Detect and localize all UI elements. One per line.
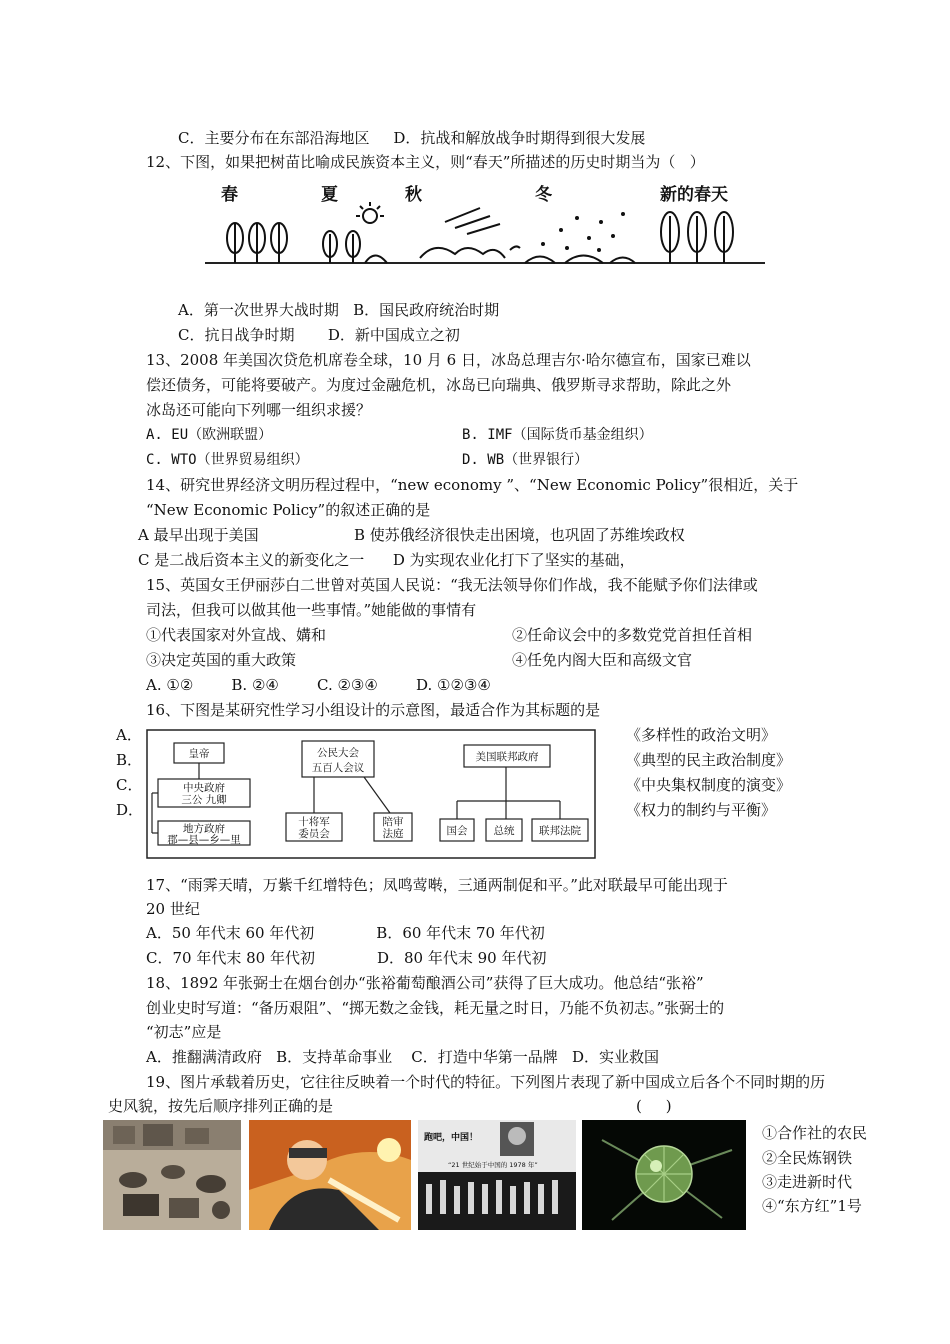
q17-stem-1: 17、“雨霁天晴，万紫千红增特色；凤鸣莺啭，三通两制促和平。”此对联最早可能出现于	[146, 876, 728, 894]
node-local-gov: 地方政府	[183, 823, 225, 835]
q13-option-d: D. WB（世界银行）	[462, 452, 589, 468]
node-congress: 国会	[446, 825, 468, 837]
q19-stem-2: 史风貌，按先后顺序排列正确的是	[108, 1097, 334, 1115]
fig-label-new-spring: 新的春天	[660, 185, 728, 205]
q15-item-2: ②任命议会中的多数党党首担任首相	[512, 626, 753, 644]
node-emperor: 皇帝	[188, 748, 210, 760]
q16-option-b: 《典型的民主政治制度》	[626, 751, 792, 769]
q19-caption-2: ②全民炼钢铁	[762, 1149, 853, 1167]
q17-options-ab: A．50 年代末 60 年代初 B．60 年代末 70 年代初	[146, 924, 545, 942]
q13-option-b: B. IMF（国际货币基金组织）	[462, 427, 653, 443]
q19-photo-steel	[249, 1120, 411, 1230]
q13-stem-3: 冰岛还可能向下列哪一组织求援？	[146, 401, 372, 419]
q16-letter-a: A．	[116, 726, 142, 744]
q12-seasons-figure	[205, 178, 765, 278]
q16-option-a: 《多样性的政治文明》	[626, 726, 777, 744]
node-jury-1: 陪审	[382, 816, 404, 828]
q19-caption-1: ①合作社的农民	[762, 1124, 868, 1142]
node-central-gov: 中央政府	[183, 782, 225, 794]
fig-label-spring: 春	[221, 185, 238, 205]
q19-stem-1: 19、图片承载着历史，它往往反映着一个时代的特征。下列图片表现了新中国成立后各个不同时期的历	[146, 1073, 826, 1091]
q16-letter-c: C．	[116, 776, 143, 794]
q15-options: A. ①② B. ②④ C. ②③④ D. ①②③④	[146, 676, 491, 694]
q12-options-cd: C．抗日战争时期 D．新中国成立之初	[178, 326, 460, 344]
q19-caption-3: ③走进新时代	[762, 1173, 853, 1191]
q15-item-4: ④任免内阁大臣和高级文官	[512, 651, 693, 669]
q19-caption-4: ④“东方红”1号	[762, 1197, 862, 1215]
photo3-caption-1: 跑吧，中国！	[424, 1133, 479, 1143]
node-jun-xian: 郡—县—乡—里	[167, 834, 241, 846]
q16-option-d: 《权力的制约与平衡》	[626, 801, 777, 819]
q13-stem-1: 13、2008 年美国次贷危机席卷全球，10 月 6 日，冰岛总理吉尔·哈尔德宣布，国家已难以	[146, 351, 751, 369]
q16-option-c: 《中央集权制度的演变》	[626, 776, 792, 794]
node-citizens-assembly: 公民大会	[317, 747, 359, 759]
q17-stem-2: 20 世纪	[146, 900, 200, 918]
q19-photo-farmers	[103, 1120, 241, 1230]
q15-stem-2: 司法，但我可以做其他一些事情。”她能做的事情有	[146, 601, 477, 619]
photo3-caption-2: “21 世纪始于中国的 1978 年”	[448, 1161, 538, 1169]
q14-stem-2: “New Economic Policy”的叙述正确的是	[146, 501, 431, 519]
q16-political-systems-diagram	[146, 729, 596, 859]
node-president: 总统	[493, 825, 515, 837]
node-sangong-jiuqing: 三公 九卿	[181, 794, 227, 806]
q11-options-cd: C．主要分布在东部沿海地区 D．抗战和解放战争时期得到很大发展	[178, 129, 646, 147]
q18-options: A．推翻满清政府 B．支持革命事业 C．打造中华第一品牌 D．实业救国	[146, 1048, 660, 1066]
q14-options-cd: C 是二战后资本主义的新变化之一 D 为实现农业化打下了坚实的基础，	[138, 551, 635, 569]
q13-stem-2: 偿还债务，可能将要破产。为度过金融危机，冰岛已向瑞典、俄罗斯寻求帮助，除此之外	[146, 376, 732, 394]
node-ten-generals-1: 十将军	[298, 816, 330, 828]
q19-photo-satellite	[582, 1120, 746, 1230]
q19-answer-blank: ( )	[636, 1097, 672, 1115]
q17-options-cd: C．70 年代末 80 年代初 D．80 年代末 90 年代初	[146, 949, 547, 967]
node-us-federal-gov: 美国联邦政府	[475, 751, 539, 763]
q16-stem: 16、下图是某研究性学习小组设计的示意图，最适合作为其标题的是	[146, 701, 601, 719]
q13-option-a: A. EU（欧洲联盟）	[146, 427, 273, 443]
q16-letter-b: B．	[116, 751, 143, 769]
fig-label-summer: 夏	[321, 185, 338, 205]
fig-label-winter: 冬	[535, 185, 552, 205]
node-council-500: 五百人会议	[311, 762, 365, 774]
fig-label-autumn: 秋	[405, 185, 422, 205]
q15-stem-1: 15、英国女王伊丽莎白二世曾对英国人民说：“我无法领导你们作战，我不能赋予你们法律或	[146, 576, 758, 594]
q19-photo-1978	[418, 1120, 576, 1230]
q18-stem-2: 创业史时写道：“备历艰阻”、“掷无数之金钱，耗无量之时日，乃能不负初志。”张弼士的	[146, 999, 725, 1017]
q14-stem-1: 14、研究世界经济文明历程过程中，“new economy ”、“New Economic Policy”很相近，关于	[146, 476, 799, 494]
q13-option-c: C. WTO（世界贸易组织）	[146, 452, 309, 468]
node-federal-court: 联邦法院	[539, 825, 581, 837]
q14-options-ab: A 最早出现于美国 B 使苏俄经济很快走出困境，也巩固了苏维埃政权	[138, 526, 685, 544]
node-ten-generals-2: 委员会	[298, 828, 330, 840]
q18-stem-3: “初志”应是	[146, 1023, 222, 1041]
q16-letter-d: D．	[116, 801, 144, 819]
q15-item-1: ①代表国家对外宣战、媾和	[146, 626, 327, 644]
q18-stem-1: 18、1892 年张弼士在烟台创办“张裕葡萄酿酒公司”获得了巨大成功。他总结“张裕”	[146, 974, 704, 992]
q12-stem: 12、下图，如果把树苗比喻成民族资本主义，则“春天”所描述的历史时期当为（ ）	[146, 153, 705, 171]
q12-options-ab: A．第一次世界大战时期 B．国民政府统治时期	[178, 301, 500, 319]
q15-item-3: ③决定英国的重大政策	[146, 651, 297, 669]
node-jury-2: 法庭	[382, 828, 404, 840]
